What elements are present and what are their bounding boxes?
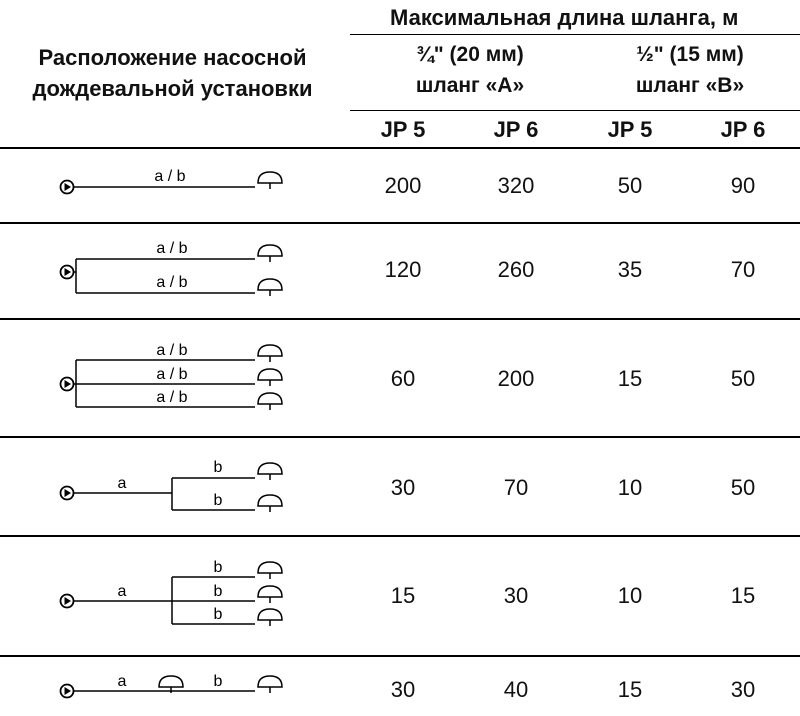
row-2-value-2: 260	[497, 257, 535, 282]
row-1-value-4: 90	[730, 173, 756, 198]
hose-label: a	[117, 583, 127, 600]
row-3-value-1: 60	[390, 366, 416, 391]
hose-label: a / b	[156, 366, 188, 383]
row-2-value-4: 70	[730, 257, 756, 282]
row-3-value-3: 15	[617, 366, 643, 391]
row-4-value-2: 70	[503, 475, 529, 500]
row-6-value-1: 30	[390, 677, 416, 702]
left-column-title-line2: дождевальной установки	[32, 76, 313, 101]
sprinkler-icon	[258, 393, 282, 410]
hose-b-size: ½" (15 мм)	[636, 43, 744, 66]
sprinkler-icon	[258, 562, 282, 579]
sprinkler-icon	[258, 279, 282, 296]
hose-label: a / b	[156, 240, 188, 257]
row-3-value-4: 50	[730, 366, 756, 391]
hose-label: b	[213, 559, 223, 576]
hose-a-label: шланг «A»	[415, 74, 525, 97]
sprinkler-icon	[258, 463, 282, 480]
pump-icon	[61, 685, 74, 698]
sprinkler-icon	[258, 369, 282, 386]
row-6-diagram	[61, 673, 283, 698]
hose-label: b	[213, 606, 223, 623]
row-1-value-3: 50	[617, 173, 643, 198]
row-4-value-3: 10	[617, 475, 643, 500]
hose-label: b	[213, 492, 223, 509]
model-header-b-jp5: JP 5	[607, 117, 653, 142]
model-header-a-jp5: JP 5	[380, 117, 426, 142]
table-main-title: Максимальная длина шланга, м	[390, 5, 739, 30]
hose-label: a	[117, 673, 127, 690]
row-2-diagram	[61, 240, 283, 296]
sprinkler-icon	[258, 676, 282, 693]
row-5-value-4: 15	[730, 583, 756, 608]
row-2-value-3: 35	[617, 257, 643, 282]
model-header-b-jp6: JP 6	[720, 117, 766, 142]
hose-label: a / b	[156, 274, 188, 291]
row-1-value-2: 320	[497, 173, 535, 198]
sprinkler-icon	[258, 345, 282, 362]
row-6-value-3: 15	[617, 677, 643, 702]
row-3-diagram	[61, 342, 283, 410]
row-4-value-4: 50	[730, 475, 756, 500]
hose-a-size: ¾" (20 мм)	[416, 43, 524, 66]
row-6-value-4: 30	[730, 677, 756, 702]
hose-label: a / b	[156, 389, 188, 406]
pump-icon	[61, 487, 74, 500]
hose-label: b	[213, 583, 223, 600]
sprinkler-icon	[258, 245, 282, 262]
hose-label: a / b	[156, 342, 188, 359]
sprinkler-icon	[258, 495, 282, 512]
pump-icon	[61, 378, 74, 391]
row-1-value-1: 200	[384, 173, 422, 198]
row-5-value-1: 15	[390, 583, 416, 608]
sprinkler-icon	[258, 172, 282, 189]
row-1-diagram	[61, 168, 283, 194]
hose-label: b	[213, 459, 223, 476]
pump-icon	[61, 595, 74, 608]
left-column-title-line1: Расположение насосной	[38, 45, 307, 70]
row-5-diagram	[61, 559, 283, 626]
row-4-diagram	[61, 459, 283, 512]
hose-b-label: шланг «B»	[635, 74, 745, 97]
hose-label: a	[117, 475, 127, 492]
hose-label: a / b	[154, 168, 186, 185]
model-header-a-jp6: JP 6	[493, 117, 539, 142]
hose-label: b	[213, 673, 223, 690]
row-5-value-3: 10	[617, 583, 643, 608]
row-2-value-1: 120	[384, 257, 422, 282]
row-6-value-2: 40	[503, 677, 529, 702]
row-5-value-2: 30	[503, 583, 529, 608]
row-4-value-1: 30	[390, 475, 416, 500]
sprinkler-icon	[258, 609, 282, 626]
row-3-value-2: 200	[497, 366, 535, 391]
pump-icon	[61, 266, 74, 279]
sprinkler-icon	[258, 586, 282, 603]
pump-icon	[61, 181, 74, 194]
